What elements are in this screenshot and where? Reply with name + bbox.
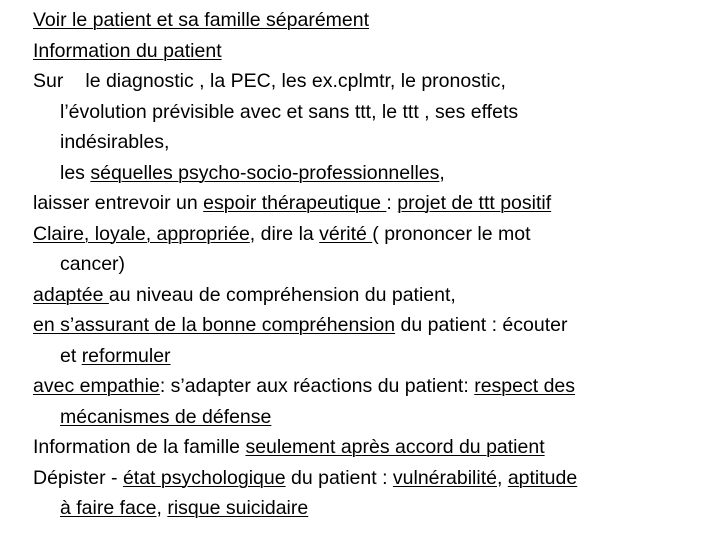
text-segment: mécanismes de défense	[60, 405, 272, 428]
text-segment: le diagnostic , la PEC, les ex.cplmtr, le pronostic,	[85, 70, 506, 92]
text-segment: ,	[496, 466, 508, 489]
text-line	[33, 188, 713, 219]
text-segment: , dire la	[249, 222, 320, 245]
text-line	[33, 5, 713, 36]
text-segment: laisser entrevoir un	[33, 192, 204, 214]
text-line	[33, 36, 713, 67]
text-segment: Dépister -	[33, 466, 123, 489]
text-segment: cancer)	[60, 253, 126, 275]
text-segment: ,	[156, 497, 168, 519]
text-segment: reformuler	[81, 344, 171, 367]
text-line	[33, 127, 713, 158]
text-segment: adaptée	[33, 283, 109, 306]
text-segment: Claire, loyale, appropriée	[33, 222, 250, 245]
text-segment: l’évolution prévisible avec et sans ttt, le ttt , ses effets	[60, 100, 519, 123]
text-segment: ,	[439, 161, 445, 184]
text-segment: indésirables,	[60, 131, 170, 153]
text-segment: : s’adapter aux réactions du patient:	[159, 375, 475, 397]
text-segment: respect des	[474, 375, 576, 397]
text-line	[33, 219, 713, 250]
text-line	[33, 249, 713, 280]
text-line	[33, 280, 713, 311]
text-segment: Information du patient	[33, 39, 222, 62]
text-segment: vulnérabilité	[392, 466, 497, 489]
text-segment: :	[386, 192, 398, 214]
text-segment: séquelles psycho-socio-professionnelles	[90, 161, 440, 184]
text-segment: état psychologique	[122, 466, 286, 489]
text-line	[33, 493, 713, 524]
text-line	[33, 432, 713, 463]
text-segment: aptitude	[507, 466, 578, 489]
text-segment: Information de la famille	[33, 436, 246, 458]
text-line	[33, 463, 713, 494]
text-segment: à faire face	[60, 497, 157, 519]
text-line	[33, 310, 713, 341]
slide-text-body	[33, 5, 713, 524]
text-segment: seulement après accord du patient	[245, 436, 545, 458]
text-segment: vérité	[319, 222, 373, 245]
text-line	[33, 97, 713, 128]
text-line	[33, 66, 713, 97]
text-segment: ( prononcer le mot	[372, 222, 531, 245]
text-line	[33, 402, 713, 433]
text-segment: et	[60, 344, 82, 367]
text-segment: projet de ttt positif	[397, 192, 552, 214]
text-segment: avec empathie	[33, 375, 160, 397]
text-segment: au niveau de compréhension du patient,	[108, 283, 456, 306]
text-segment: espoir thérapeutique	[203, 192, 387, 214]
text-segment: du patient :	[285, 466, 393, 489]
text-segment: Voir le patient et sa famille séparément	[33, 9, 370, 31]
text-segment: Sur	[33, 70, 64, 92]
text-line	[33, 371, 713, 402]
text-segment: du patient : écouter	[395, 314, 568, 336]
text-segment: risque suicidaire	[167, 497, 309, 519]
text-line	[33, 158, 713, 189]
text-line	[33, 341, 713, 372]
text-segment: en s’assurant de la bonne compréhension	[33, 314, 396, 336]
text-segment: les	[60, 161, 91, 184]
